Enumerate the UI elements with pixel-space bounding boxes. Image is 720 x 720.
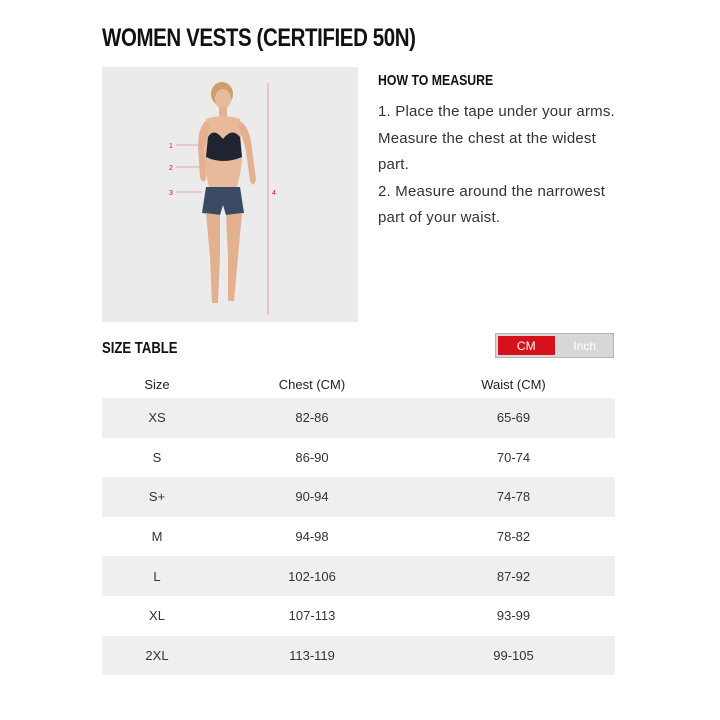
column-header-chest: Chest (CM) bbox=[278, 376, 346, 392]
waist-cell: 65-69 bbox=[412, 398, 615, 438]
measurement-illustration bbox=[102, 67, 358, 322]
instruction-step-1: 1. Place the tape under your arms. Measure the chest at the widest part. bbox=[378, 103, 615, 174]
how-to-measure-heading: HOW TO MEASURE bbox=[378, 72, 494, 89]
unit-cm-button[interactable]: CM bbox=[498, 336, 555, 355]
unit-toggle[interactable] bbox=[495, 333, 614, 358]
size-cell: 2XL bbox=[102, 636, 212, 676]
chest-cell: 113-119 bbox=[212, 636, 412, 676]
size-cell: M bbox=[151, 529, 163, 545]
table-row bbox=[102, 477, 615, 517]
chest-cell: 107-113 bbox=[288, 608, 336, 624]
column-header-size: Size bbox=[144, 376, 170, 392]
marker-4: 4 bbox=[272, 190, 276, 197]
column-header-waist: Waist (CM) bbox=[481, 376, 546, 392]
table-row bbox=[102, 517, 615, 557]
table-row bbox=[102, 636, 615, 676]
table-header-row bbox=[102, 370, 615, 398]
model-figure bbox=[102, 67, 358, 322]
size-cell: S bbox=[152, 449, 162, 465]
size-cell: XL bbox=[149, 608, 165, 624]
size-table-heading: SIZE TABLE bbox=[102, 340, 178, 357]
table-row bbox=[102, 398, 615, 438]
how-to-measure-instructions bbox=[378, 99, 628, 232]
size-cell: XS bbox=[102, 398, 212, 438]
marker-3: 3 bbox=[169, 190, 173, 197]
chest-cell: 82-86 bbox=[212, 398, 412, 438]
waist-cell: 74-78 bbox=[412, 477, 615, 517]
waist-cell: 78-82 bbox=[496, 529, 531, 545]
size-cell: L bbox=[102, 556, 212, 596]
chest-cell: 102-106 bbox=[212, 556, 412, 596]
size-cell: S+ bbox=[102, 477, 212, 517]
waist-cell: 99-105 bbox=[412, 636, 615, 676]
chest-cell: 86-90 bbox=[295, 449, 329, 465]
table-row bbox=[102, 596, 615, 636]
page-title: WOMEN VESTS (CERTIFIED 50N) bbox=[102, 24, 416, 52]
waist-cell: 70-74 bbox=[496, 449, 531, 465]
chest-cell: 94-98 bbox=[295, 529, 329, 545]
waist-cell: 87-92 bbox=[412, 556, 615, 596]
waist-cell: 93-99 bbox=[496, 608, 531, 624]
unit-inch-button[interactable]: Inch bbox=[573, 338, 597, 353]
marker-2: 2 bbox=[169, 165, 173, 172]
instruction-step-2: 2. Measure around the narrowest part of your waist. bbox=[378, 182, 606, 227]
size-table bbox=[102, 370, 615, 675]
chest-cell: 90-94 bbox=[212, 477, 412, 517]
marker-1: 1 bbox=[169, 143, 173, 150]
table-row bbox=[102, 556, 615, 596]
table-row bbox=[102, 438, 615, 478]
